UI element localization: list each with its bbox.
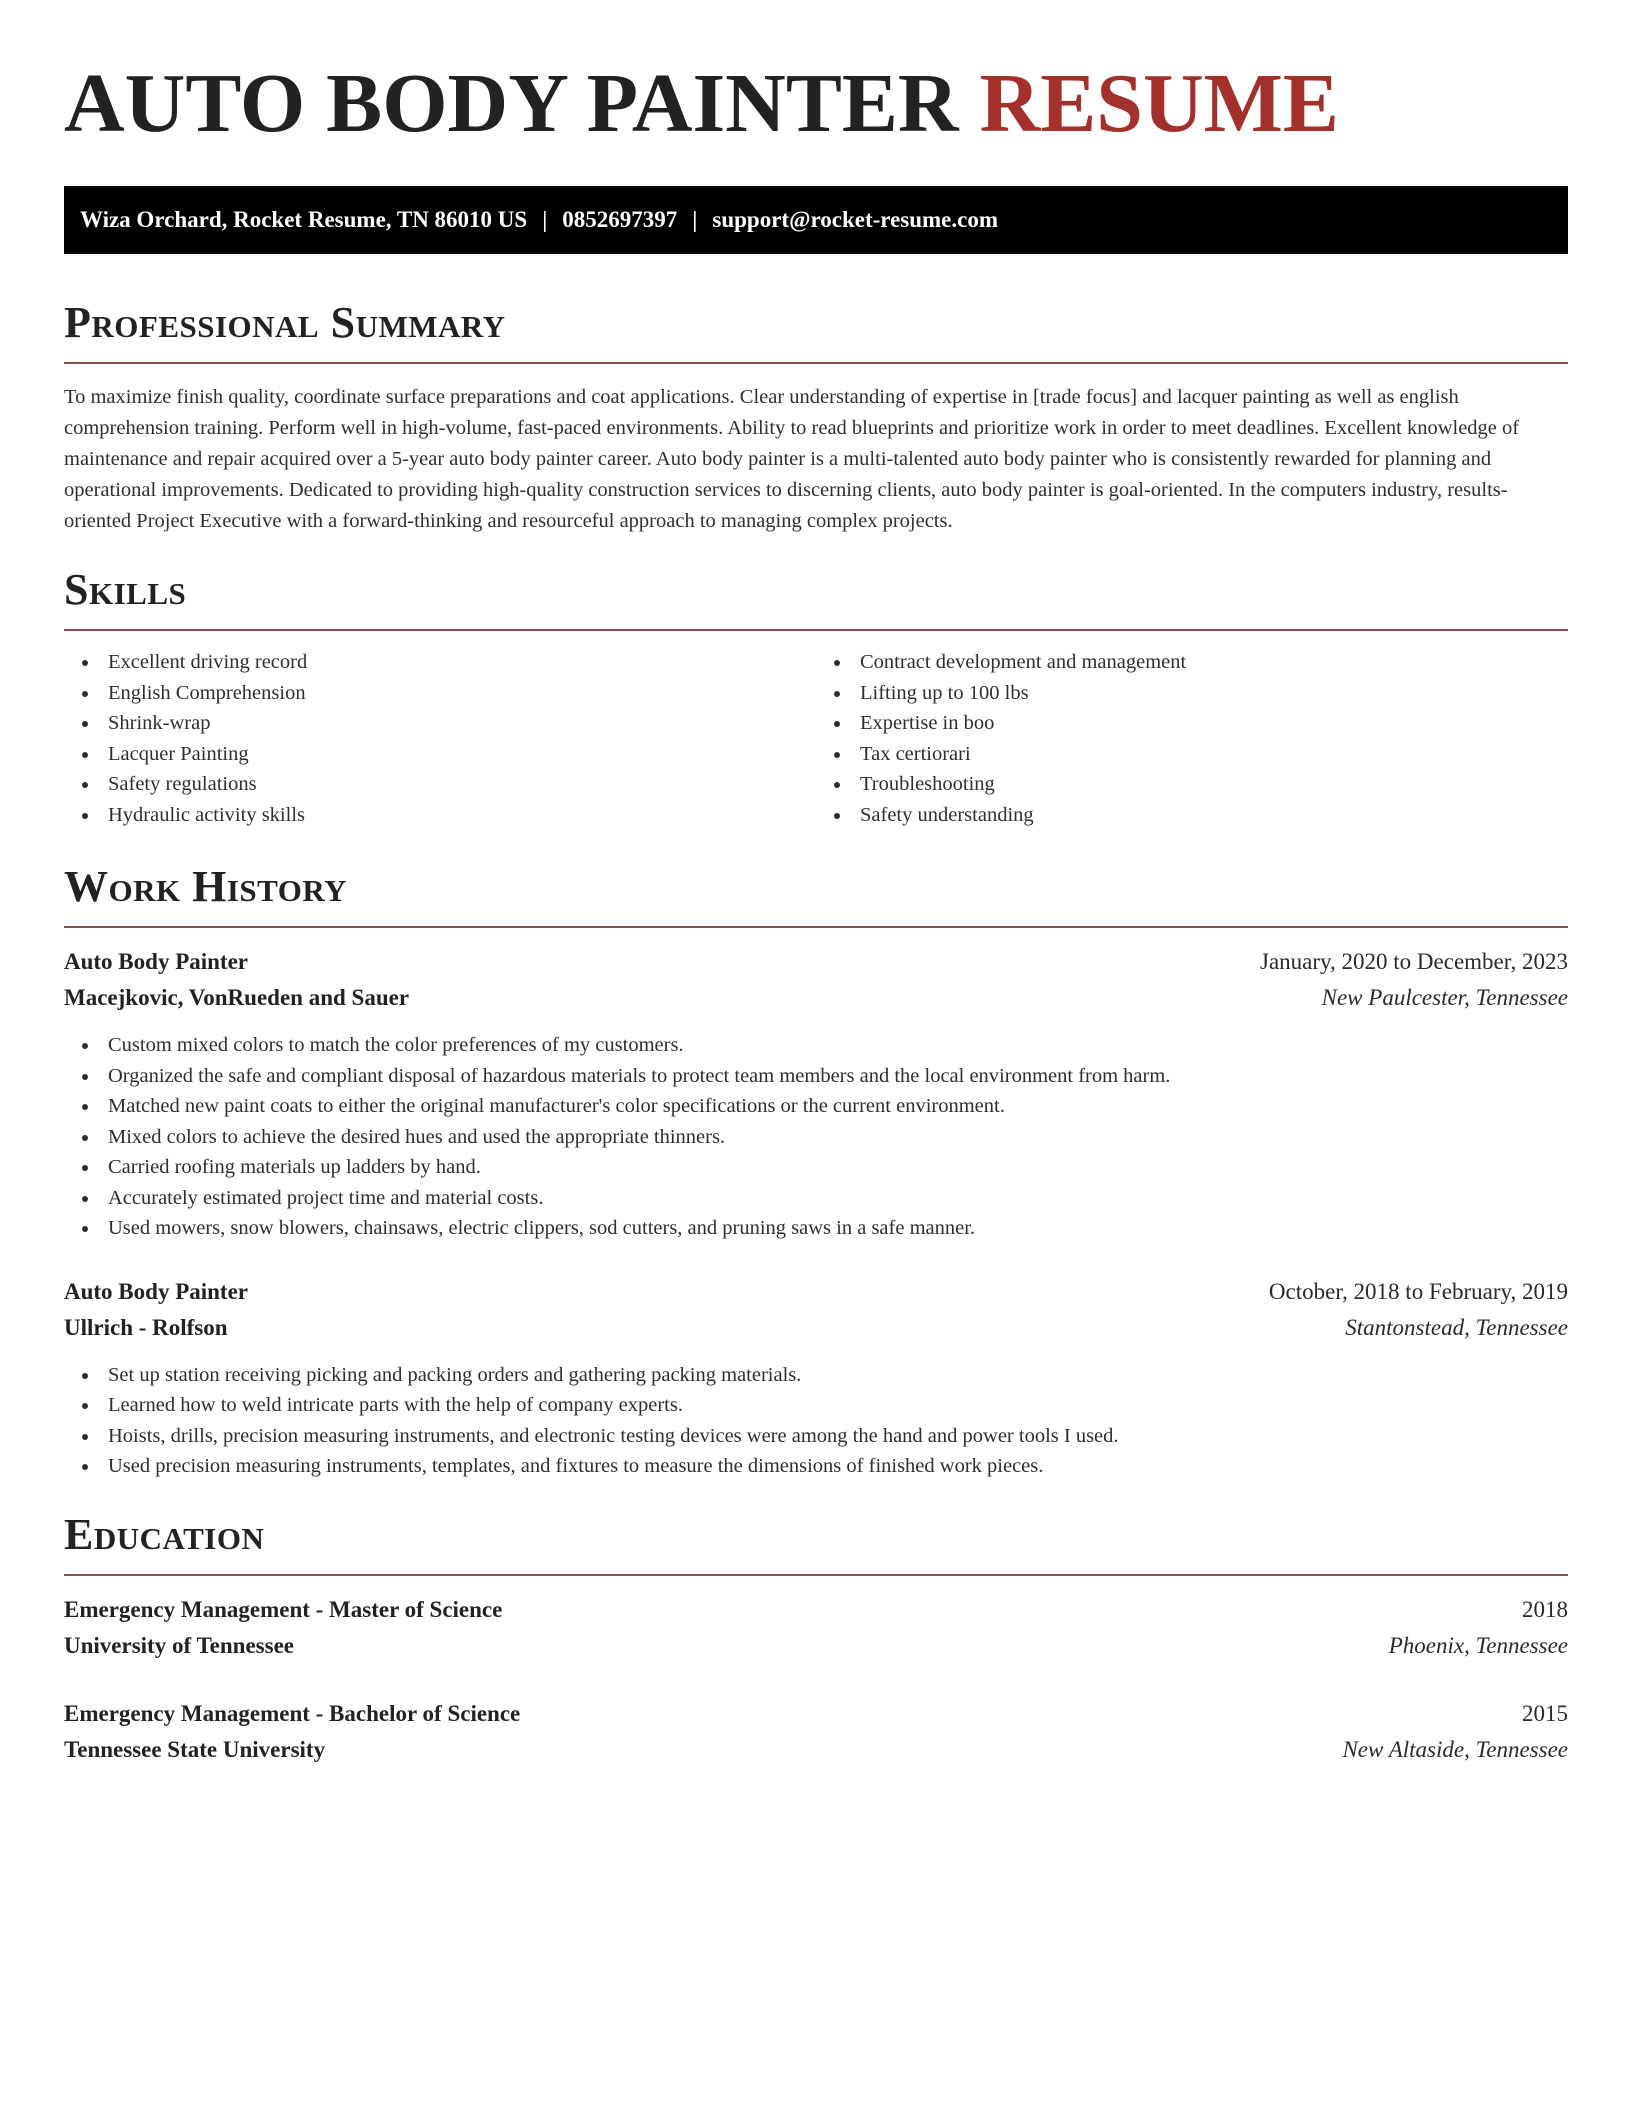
education-degree: Emergency Management - Master of Science — [64, 1596, 503, 1622]
education-header-row — [64, 1592, 1568, 1628]
job-entry — [64, 1274, 1568, 1482]
resume-title — [64, 58, 1568, 150]
job-bullet: Accurately estimated project time and material costs. — [64, 1183, 1568, 1214]
job-title: Auto Body Painter — [64, 949, 248, 974]
skill-item: Expertise in boo — [816, 708, 1568, 739]
skill-item: English Comprehension — [64, 678, 816, 709]
job-location: New Paulcester, Tennessee — [1321, 985, 1568, 1010]
education-entry — [64, 1592, 1568, 1664]
section-divider — [64, 1574, 1568, 1576]
job-header-row — [64, 944, 1568, 980]
job-company-row — [64, 1310, 1568, 1346]
education-school: Tennessee State University — [64, 1736, 326, 1762]
education-heading: Education — [64, 1509, 265, 1559]
education-location: New Altaside, Tennessee — [1342, 1736, 1568, 1762]
job-bullet: Used mowers, snow blowers, chainsaws, electric clippers, sod cutters, and pruning saws in a safe manner. — [64, 1213, 1568, 1244]
work-history-heading: Work History — [64, 862, 348, 911]
job-dates: January, 2020 to December, 2023 — [1260, 949, 1568, 974]
skill-item: Tax certiorari — [816, 739, 1568, 770]
skills-heading: Skills — [64, 565, 187, 614]
skill-item: Safety regulations — [64, 769, 816, 800]
education-entry — [64, 1696, 1568, 1768]
contact-separator: | — [692, 207, 698, 232]
contact-email: support@rocket-resume.com — [712, 207, 999, 232]
job-company: Ullrich - Rolfson — [64, 1314, 228, 1340]
skill-item: Shrink-wrap — [64, 708, 816, 739]
work-history-section — [64, 862, 1568, 1482]
job-bullet: Carried roofing materials up ladders by hand. — [64, 1152, 1568, 1183]
job-bullet: Hoists, drills, precision measuring instruments, and electronic testing devices were among the hand and power tools I used. — [64, 1421, 1568, 1452]
education-location: Phoenix, Tennessee — [1388, 1632, 1568, 1658]
skill-item: Troubleshooting — [816, 769, 1568, 800]
skills-section — [64, 565, 1568, 830]
summary-text: To maximize finish quality, coordinate surface preparations and coat applications. Clear understanding of expertise in [trade focus] and lacquer painting as well as english comprehension training. Perform well in high-volume, fast-paced environments. Ability to read blueprints and prioritize work in order to meet deadlines. Excellent knowledge of maintenance and repair acquired over a 5-year auto body painter career. Auto body painter is a multi-talented auto body painter who is consistently rewarded for planning and operational improvements. Dedicated to providing high-quality construction services to discerning clients, auto body painter is goal-oriented. In the computers industry, results-oriented Project Executive with a forward-thinking and resourceful approach to managing complex projects. — [64, 386, 1520, 532]
skill-item: Hydraulic activity skills — [64, 800, 816, 831]
contact-phone: 0852697397 — [562, 207, 678, 232]
job-bullet: Mixed colors to achieve the desired hues and used the appropriate thinners. — [64, 1122, 1568, 1153]
skill-item: Lifting up to 100 lbs — [816, 678, 1568, 709]
education-school: University of Tennessee — [64, 1632, 294, 1658]
job-title: Auto Body Painter — [64, 1278, 248, 1304]
education-year: 2018 — [1522, 1596, 1568, 1622]
summary-heading: Professional Summary — [64, 298, 506, 347]
contact-address: Wiza Orchard, Rocket Resume, TN 86010 US — [80, 207, 528, 232]
title-main: AUTO BODY PAINTER — [64, 57, 959, 150]
summary-section — [64, 298, 1568, 537]
job-bullets — [64, 1030, 1568, 1244]
education-school-row — [64, 1628, 1568, 1664]
section-divider — [64, 629, 1568, 631]
job-entry — [64, 944, 1568, 1244]
job-dates: October, 2018 to February, 2019 — [1268, 1278, 1568, 1304]
skills-list-right — [816, 647, 1568, 830]
skill-item: Excellent driving record — [64, 647, 816, 678]
job-location: Stantonstead, Tennessee — [1345, 1314, 1568, 1340]
job-bullet: Organized the safe and compliant disposal of hazardous materials to protect team members and the local environment from harm. — [64, 1061, 1568, 1092]
education-header-row — [64, 1696, 1568, 1732]
job-bullet: Custom mixed colors to match the color preferences of my customers. — [64, 1030, 1568, 1061]
skill-item: Safety understanding — [816, 800, 1568, 831]
section-divider — [64, 362, 1568, 364]
contact-separator: | — [542, 207, 548, 232]
skill-item: Contract development and management — [816, 647, 1568, 678]
job-company: Macejkovic, VonRueden and Sauer — [64, 985, 410, 1010]
job-bullet: Set up station receiving picking and packing orders and gathering packing materials. — [64, 1360, 1568, 1391]
education-degree: Emergency Management - Bachelor of Science — [64, 1700, 521, 1726]
job-bullet: Matched new paint coats to either the original manufacturer's color specifications or the current environment. — [64, 1091, 1568, 1122]
skill-item: Lacquer Painting — [64, 739, 816, 770]
job-company-row — [64, 980, 1568, 1016]
skills-grid — [64, 647, 1568, 830]
job-bullet: Learned how to weld intricate parts with the help of company experts. — [64, 1390, 1568, 1421]
title-accent: RESUME — [979, 57, 1339, 150]
job-bullet: Used precision measuring instruments, templates, and fixtures to measure the dimensions of finished work pieces. — [64, 1451, 1568, 1482]
education-year: 2015 — [1522, 1700, 1568, 1726]
section-divider — [64, 926, 1568, 928]
job-header-row — [64, 1274, 1568, 1310]
contact-bar — [64, 186, 1568, 254]
education-section — [64, 1510, 1568, 1768]
education-school-row — [64, 1732, 1568, 1768]
skills-list-left — [64, 647, 816, 830]
job-bullets — [64, 1360, 1568, 1482]
